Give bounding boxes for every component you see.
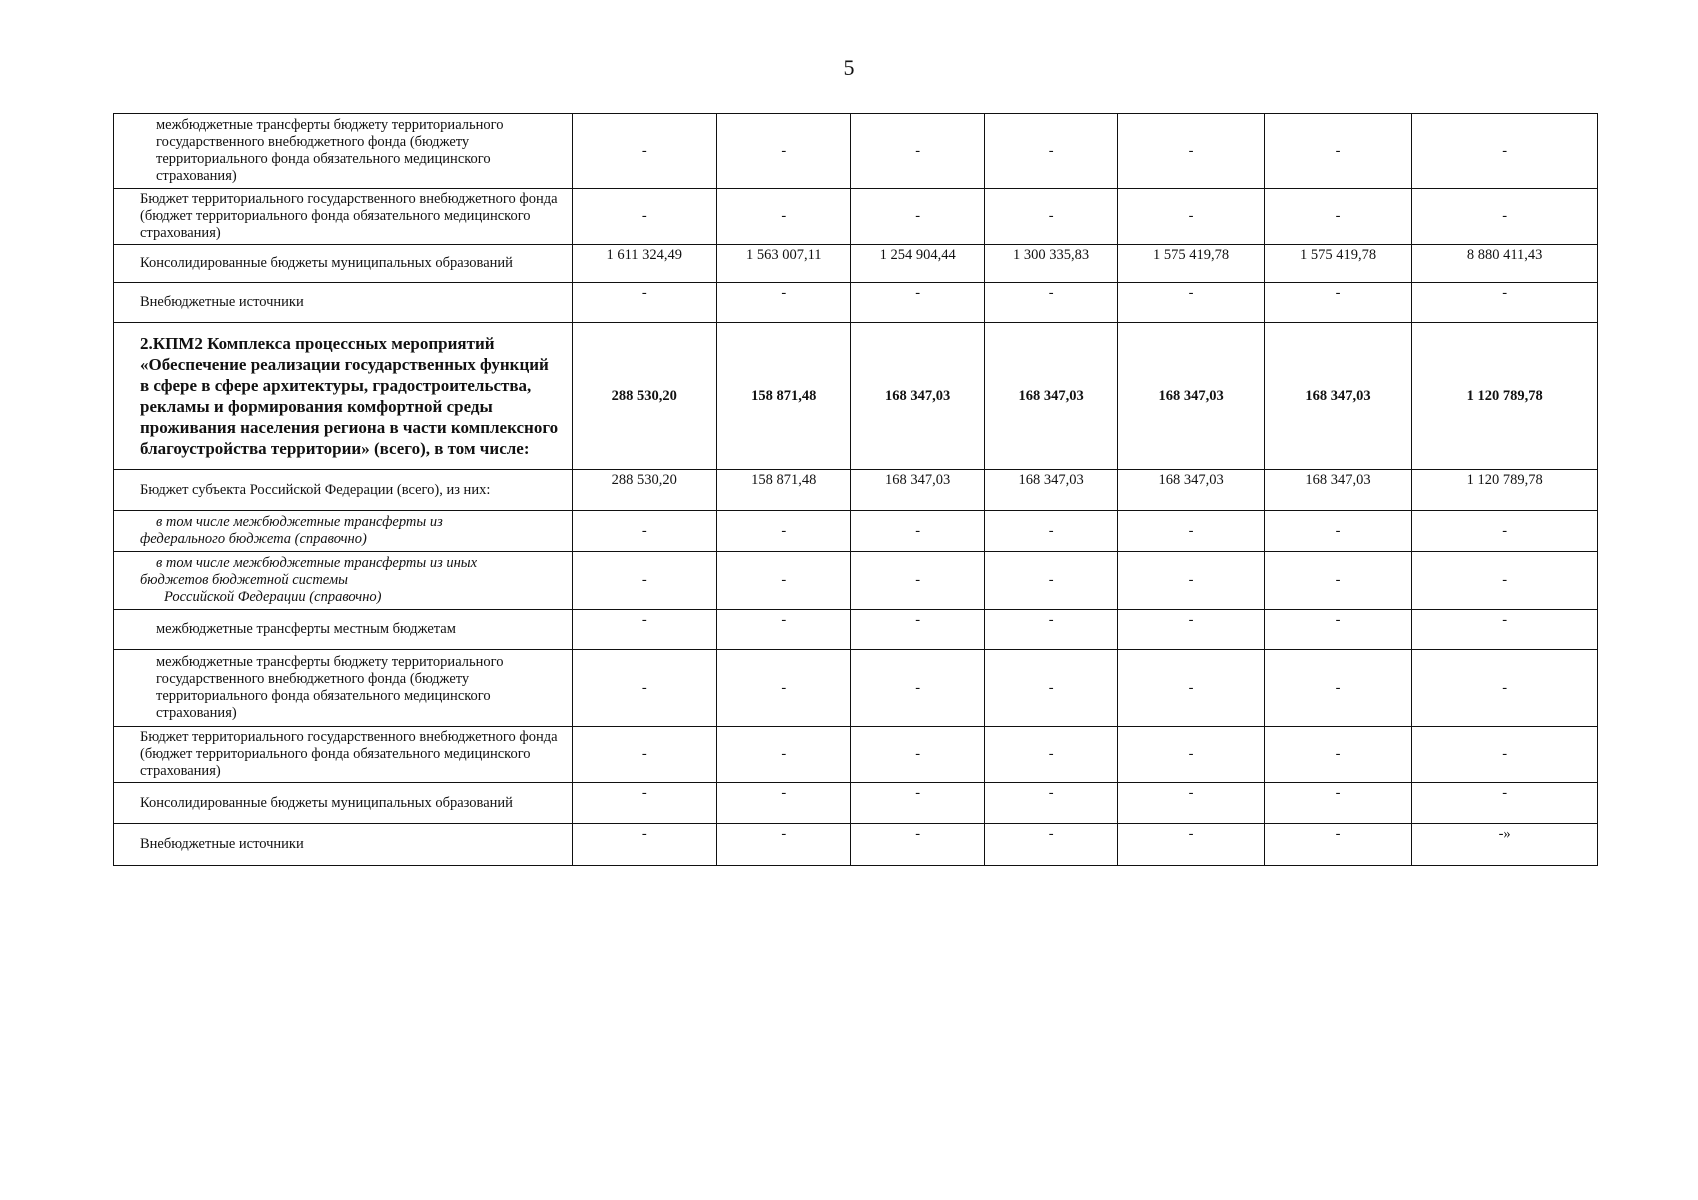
value-cell: -	[1264, 824, 1411, 866]
table-row	[114, 114, 1598, 189]
value-cell: -	[717, 824, 851, 866]
value-cell: -	[984, 650, 1117, 727]
row-label-line: Российской Федерации (справочно)	[164, 589, 382, 605]
value-cell: -	[717, 114, 851, 189]
value-cell: -	[984, 824, 1117, 866]
row-label-line: в том числе межбюджетные трансферты из	[156, 514, 443, 530]
value-cell: -	[572, 511, 716, 552]
table-row	[114, 610, 1598, 650]
value-cell: -	[1118, 189, 1264, 245]
value-cell: 168 347,03	[1118, 470, 1264, 511]
value-cell: 1 254 904,44	[851, 245, 984, 283]
value-cell: -	[1118, 610, 1264, 650]
value-cell: -	[1412, 552, 1598, 610]
value-cell: -	[851, 114, 984, 189]
value-cell: -	[717, 189, 851, 245]
value-cell: 1 575 419,78	[1118, 245, 1264, 283]
row-label-line: бюджетов бюджетной системы	[140, 572, 348, 588]
value-cell: -	[717, 610, 851, 650]
value-cell: 158 871,48	[717, 470, 851, 511]
value-cell: 1 300 335,83	[984, 245, 1117, 283]
value-cell: 1 611 324,49	[572, 245, 716, 283]
value-cell: -	[717, 783, 851, 824]
row-label: Бюджет территориального государственного внебюджетного фонда (бюджет территориального фонда обязательного медицинского страхования)	[114, 189, 573, 245]
budget-table	[113, 113, 1598, 866]
value-cell: 1 120 789,78	[1412, 470, 1598, 511]
table-row	[114, 824, 1598, 866]
value-cell: 168 347,03	[1264, 470, 1411, 511]
row-label: межбюджетные трансферты бюджету территориального государственного внебюджетного фонда (бюджету территориального фонда обязательного медицинского страхования)	[114, 114, 573, 189]
row-label	[114, 552, 573, 610]
value-cell: -	[1412, 727, 1598, 783]
row-label: межбюджетные трансферты местным бюджетам	[114, 610, 573, 650]
value-cell: 168 347,03	[1264, 323, 1411, 470]
value-cell: -»	[1412, 824, 1598, 866]
value-cell: -	[851, 552, 984, 610]
value-cell: 1 563 007,11	[717, 245, 851, 283]
value-cell: -	[572, 783, 716, 824]
table-row	[114, 323, 1598, 470]
value-cell: -	[572, 727, 716, 783]
value-cell: -	[572, 552, 716, 610]
value-cell: -	[1412, 283, 1598, 323]
table-row	[114, 470, 1598, 511]
section-title: 2.КПМ2 Комплекса процессных мероприятий «Обеспечение реализации государственных функций в сфере в сфере архитектуры, градостроительства, рекламы и формирования комфортной среды проживания населения региона в части комплексного благоустройства территории» (всего), в том числе:	[114, 323, 573, 470]
value-cell: 168 347,03	[851, 323, 984, 470]
value-cell: -	[851, 727, 984, 783]
page-number: 5	[843, 55, 855, 80]
value-cell: -	[572, 824, 716, 866]
value-cell: 1 575 419,78	[1264, 245, 1411, 283]
value-cell: -	[1412, 114, 1598, 189]
table-row	[114, 650, 1598, 727]
table-row	[114, 552, 1598, 610]
value-cell: -	[572, 650, 716, 727]
value-cell: 168 347,03	[984, 470, 1117, 511]
value-cell: -	[1264, 610, 1411, 650]
value-cell: -	[572, 610, 716, 650]
value-cell: -	[851, 283, 984, 323]
value-cell: -	[1264, 552, 1411, 610]
value-cell: -	[1264, 650, 1411, 727]
row-label: Бюджет территориального государственного внебюджетного фонда (бюджет территориального фонда обязательного медицинского страхования)	[114, 727, 573, 783]
value-cell: -	[1118, 552, 1264, 610]
value-cell: -	[1264, 114, 1411, 189]
value-cell: -	[1264, 283, 1411, 323]
value-cell: -	[984, 727, 1117, 783]
value-cell: -	[1264, 783, 1411, 824]
value-cell: -	[1412, 783, 1598, 824]
value-cell: -	[1412, 189, 1598, 245]
value-cell: 158 871,48	[717, 323, 851, 470]
value-cell: -	[572, 283, 716, 323]
value-cell: -	[1118, 824, 1264, 866]
value-cell: -	[1118, 650, 1264, 727]
value-cell: -	[1412, 610, 1598, 650]
value-cell: -	[851, 783, 984, 824]
value-cell: -	[717, 650, 851, 727]
value-cell: -	[984, 114, 1117, 189]
value-cell: -	[851, 650, 984, 727]
value-cell: 8 880 411,43	[1412, 245, 1598, 283]
value-cell: -	[1264, 189, 1411, 245]
value-cell: -	[851, 511, 984, 552]
value-cell: -	[1264, 727, 1411, 783]
value-cell: -	[1118, 283, 1264, 323]
table-row	[114, 783, 1598, 824]
table-row	[114, 189, 1598, 245]
row-label	[114, 511, 573, 552]
table-row	[114, 283, 1598, 323]
value-cell: -	[572, 189, 716, 245]
value-cell: -	[984, 283, 1117, 323]
value-cell: -	[1412, 650, 1598, 727]
value-cell: 168 347,03	[1118, 323, 1264, 470]
value-cell: -	[1118, 783, 1264, 824]
value-cell: -	[851, 189, 984, 245]
value-cell: -	[717, 727, 851, 783]
value-cell: -	[717, 552, 851, 610]
value-cell: -	[984, 610, 1117, 650]
value-cell: -	[1412, 511, 1598, 552]
value-cell: 288 530,20	[572, 470, 716, 511]
value-cell: -	[717, 283, 851, 323]
row-label: Внебюджетные источники	[114, 824, 573, 866]
value-cell: -	[1118, 511, 1264, 552]
row-label-line: федерального бюджета (справочно)	[140, 531, 367, 547]
value-cell: 168 347,03	[851, 470, 984, 511]
value-cell: 168 347,03	[984, 323, 1117, 470]
row-label: Консолидированные бюджеты муниципальных образований	[114, 245, 573, 283]
table-row	[114, 727, 1598, 783]
table-row	[114, 245, 1598, 283]
value-cell: -	[851, 610, 984, 650]
value-cell: -	[984, 552, 1117, 610]
value-cell: -	[851, 824, 984, 866]
value-cell: -	[984, 511, 1117, 552]
value-cell: -	[1118, 727, 1264, 783]
row-label: межбюджетные трансферты бюджету территориального государственного внебюджетного фонда (бюджету территориального фонда обязательного медицинского страхования)	[114, 650, 573, 727]
row-label: Консолидированные бюджеты муниципальных образований	[114, 783, 573, 824]
value-cell: 1 120 789,78	[1412, 323, 1598, 470]
value-cell: -	[984, 783, 1117, 824]
table-row	[114, 511, 1598, 552]
row-label-line: в том числе межбюджетные трансферты из иных	[156, 555, 478, 571]
value-cell: -	[1264, 511, 1411, 552]
value-cell: -	[1118, 114, 1264, 189]
value-cell: -	[984, 189, 1117, 245]
value-cell: 288 530,20	[572, 323, 716, 470]
row-label: Внебюджетные источники	[114, 283, 573, 323]
row-label: Бюджет субъекта Российской Федерации (всего), из них:	[114, 470, 573, 511]
value-cell: -	[572, 114, 716, 189]
value-cell: -	[717, 511, 851, 552]
